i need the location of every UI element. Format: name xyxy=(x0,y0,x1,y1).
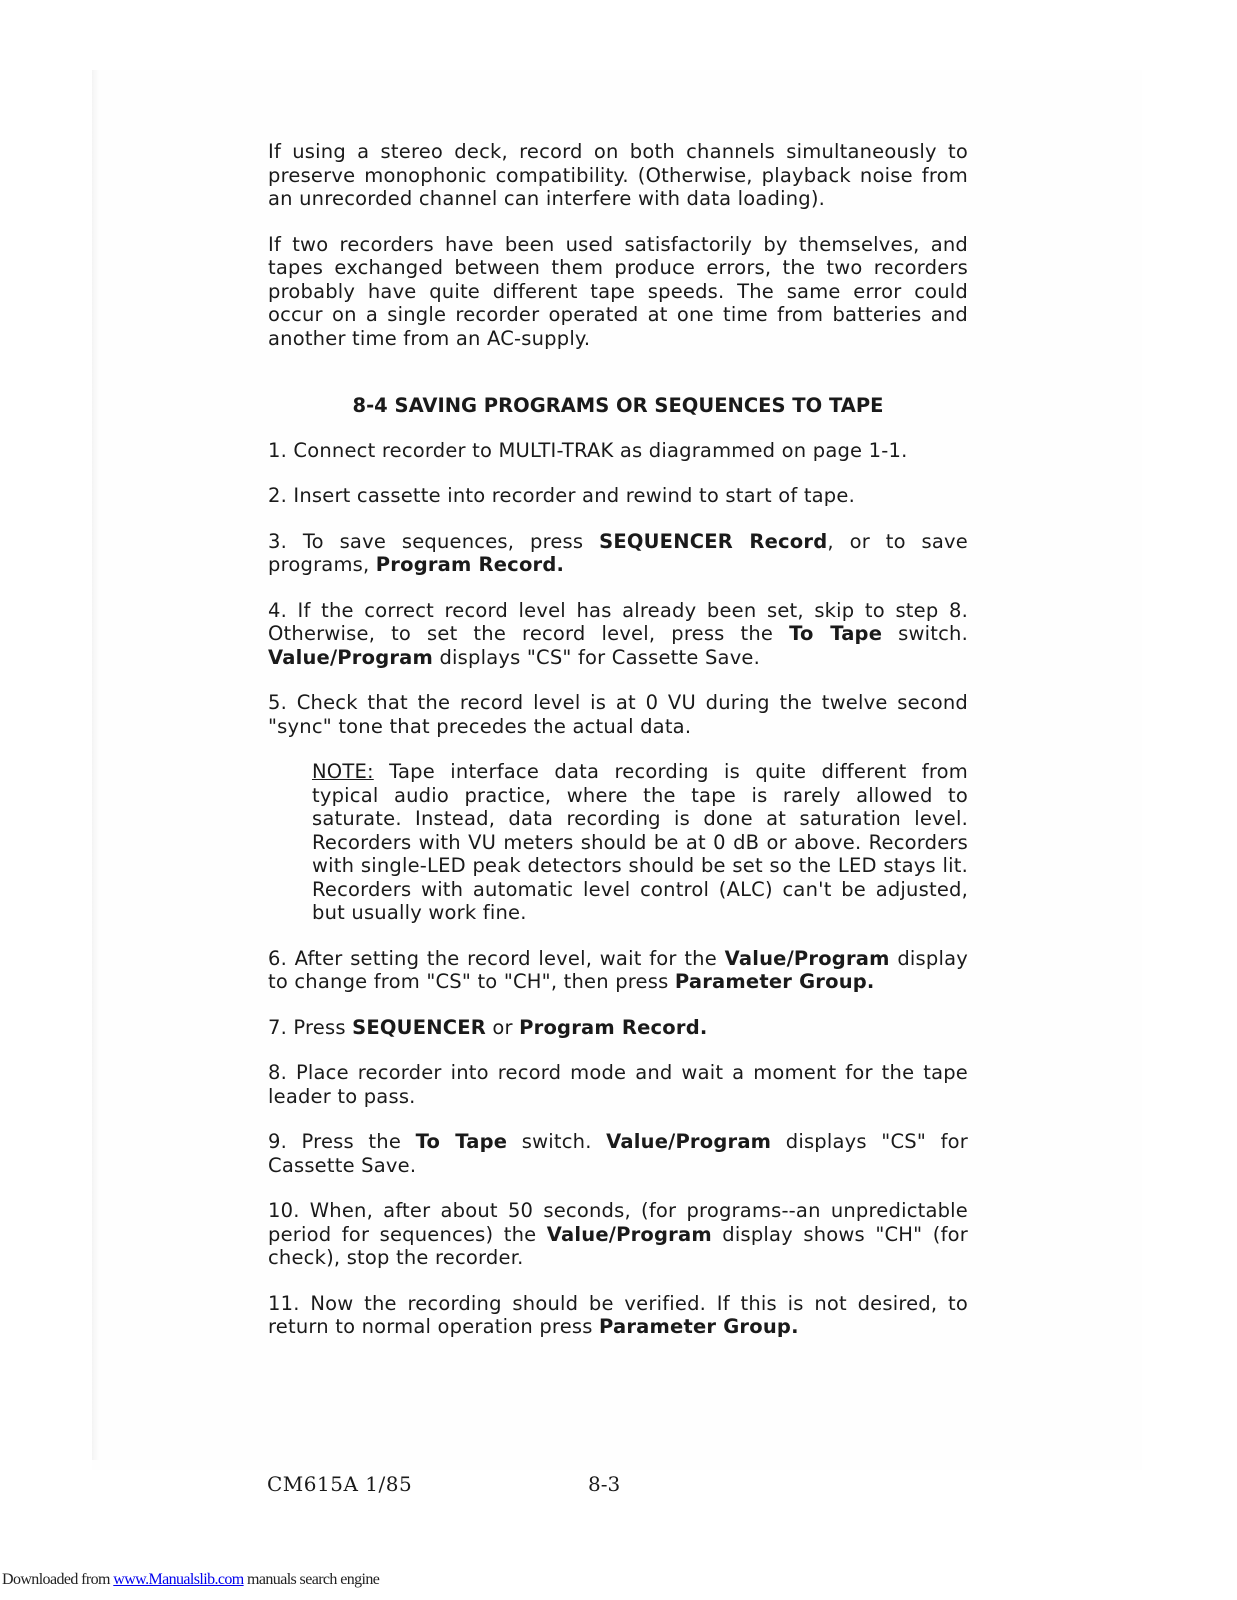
step-3 xyxy=(268,530,968,577)
step-7-text-c: or xyxy=(486,1015,520,1039)
step-9-text-c: switch. xyxy=(507,1130,607,1153)
manualslib-link[interactable]: www.Manualslib.com xyxy=(113,1571,244,1588)
step-4-to-tape: To Tape xyxy=(789,622,883,645)
step-6 xyxy=(268,947,968,994)
step-3-text-a: 3. To save sequences, press xyxy=(268,529,600,553)
step-1: 1. Connect recorder to MULTI-TRAK as diagrammed on page 1-1. xyxy=(268,438,908,462)
note-text: Tape interface data recording is quite different from typical audio practice, where the tape is rarely allowed to saturate. Instead, data recording is done at saturation level. Recorders with VU meters should be at 0 dB or above. Recorders with single-LED peak detectors should be set so the LED stays lit. Recorders with automatic level control (ALC) can't be adjusted, but usually work fine. xyxy=(312,760,968,924)
note-block xyxy=(312,760,968,925)
note-label: NOTE: xyxy=(312,760,374,783)
download-suffix: manuals search engine xyxy=(243,1571,380,1588)
step-8: 8. Place recorder into record mode and wait a moment for the tape leader to pass. xyxy=(268,1061,968,1108)
step-5: 5. Check that the record level is at 0 VU during the twelve second "sync" tone that precedes the actual data. xyxy=(268,691,968,738)
page-content xyxy=(268,140,968,1361)
step-9-text-e: displays "CS" for Cassette Save. xyxy=(268,1130,969,1177)
paragraph-stereo: If using a stereo deck, record on both channels simultaneously to preserve monophonic compatibility. (Otherwise, playback noise from an unrecorded channel can interfere with data loading). xyxy=(268,140,968,210)
step-4 xyxy=(268,599,968,670)
step-7-sequencer: SEQUENCER xyxy=(352,1015,486,1039)
step-9-value-program: Value/Program xyxy=(606,1130,772,1153)
scan-edge-shadow xyxy=(92,70,100,1460)
section-heading: 8-4 SAVING PROGRAMS OR SEQUENCES TO TAPE xyxy=(352,394,884,417)
step-6-text-a: 6. After setting the record level, wait for the xyxy=(268,946,725,970)
step-4-text-a: 4. If the correct record level has already been set, skip to step 8. Otherwise, to set the record level, press the xyxy=(268,598,968,645)
step-3-text-c: , or to save programs, xyxy=(268,529,968,576)
step-7 xyxy=(268,1016,968,1040)
download-prefix: Downloaded from xyxy=(2,1571,114,1588)
step-6-parameter-group: Parameter Group. xyxy=(674,970,875,993)
step-10-value-program: Value/Program xyxy=(546,1222,712,1246)
step-4-text-c: switch. xyxy=(882,622,968,645)
step-9 xyxy=(268,1130,968,1177)
step-6-text-c: display to change from "CS" to "CH", then press xyxy=(268,946,968,993)
footer-doc-code: CM615A 1/85 xyxy=(267,1472,413,1496)
download-footer xyxy=(2,1571,379,1589)
step-2: 2. Insert cassette into recorder and rewind to start of tape. xyxy=(268,484,855,507)
step-11-parameter-group: Parameter Group. xyxy=(599,1315,799,1338)
step-4-value-program: Value/Program xyxy=(268,645,434,669)
step-9-text-a: 9. Press the xyxy=(268,1130,416,1153)
step-4-text-e: displays "CS" for Cassette Save. xyxy=(433,645,761,669)
step-11-text-a: 11. Now the recording should be verified. If this is not desired, to return to normal operation press xyxy=(268,1291,968,1338)
step-3-program-record: Program Record. xyxy=(375,553,565,576)
step-10-text-c: display shows "CH" (for check), stop the recorder. xyxy=(268,1222,968,1269)
step-9-to-tape: To Tape xyxy=(415,1130,508,1153)
step-6-value-program: Value/Program xyxy=(724,946,890,970)
step-10-text-a: 10. When, after about 50 seconds, (for programs--an unpredictable period for sequences) the xyxy=(268,1199,968,1246)
step-3-sequencer-record: SEQUENCER Record xyxy=(599,529,828,553)
step-10 xyxy=(268,1199,968,1270)
step-7-text-a: 7. Press xyxy=(268,1015,353,1039)
step-11 xyxy=(268,1292,968,1339)
paragraph-two-recorders: If two recorders have been used satisfactorily by themselves, and tapes exchanged between them produce errors, the two recorders probably have quite different tape speeds. The same error could occur on a single recorder operated at one time from batteries and another time from an AC-supply. xyxy=(268,232,968,350)
step-7-program-record: Program Record. xyxy=(519,1015,708,1039)
footer-page-number: 8-3 xyxy=(588,1472,621,1496)
